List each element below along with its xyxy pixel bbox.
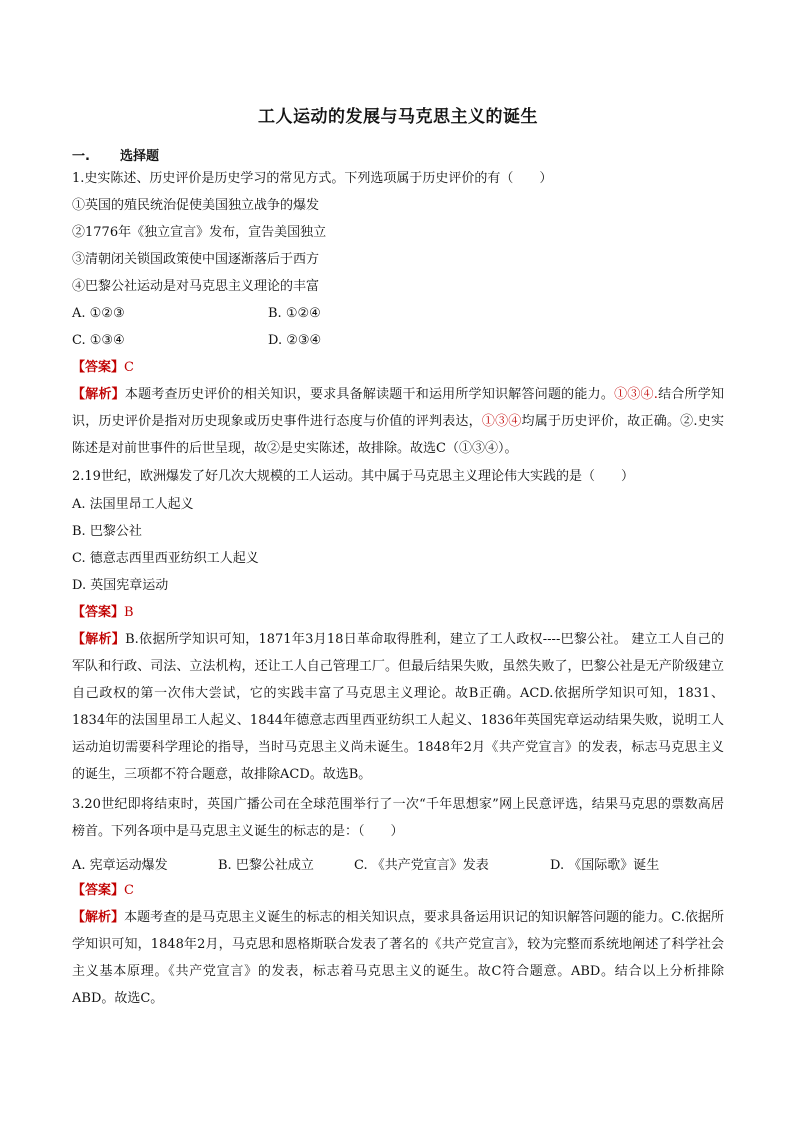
q3-option-c: C. 《共产党宣言》发表 <box>354 858 489 873</box>
q1-option-b: B. ①②④ <box>268 306 321 321</box>
q3-stem: 3.20世纪即将结束时，英国广播公司在全球范围举行了一次“千年思想家”网上民意评选，结果马克思的票数高居榜首。下列各项中是马克思主义诞生的标志的是：（ ） <box>72 797 724 839</box>
q2-option-d: D. 英国宪章运动 <box>72 578 169 593</box>
q1-answer-tag: 【答案】 <box>72 360 125 375</box>
q3-answer-value: C <box>124 883 134 898</box>
q3-option-d: D. 《国际歌》诞生 <box>550 858 660 873</box>
q2-answer-tag: 【答案】 <box>72 605 125 620</box>
q1-analysis-highlight-2: ①③④ <box>481 414 522 429</box>
q1-option-d: D. ②③④ <box>268 333 322 348</box>
q2-analysis-text: B.依据所学知识可知，1871年3月18日革命取得胜利，建立了工人政权----巴黎公社。 建立工人自己的军队和行政、司法、立法机构，还让工人自己管理工厂。但最后结果失败，虽然失败了，巴黎公社是无产阶级建立自己政权的第一次伟大尝试，它的实践丰富了马克思主义理论。故B正确。ACD.依据所学知识可知，1831、1834年的法国里昂工人起义、1844年德意志西里西亚纺织工人起义、1836年英国宪章运动结果失败，说明工人运动迫切需要科学理论的指导，当时马克思主义尚未诞生。1848年2月《共产党宣言》的发表，标志马克思主义的诞生，三项都不符合题意，故排除ACD。故选B。 <box>72 632 724 782</box>
document-title: 工人运动的发展与马克思主义的诞生 <box>258 107 538 127</box>
q1-options-row-2 <box>72 333 321 349</box>
section-number: 一. <box>72 149 90 164</box>
q1-answer <box>72 360 134 376</box>
q3-options-row <box>72 858 659 874</box>
q2-option-a: A. 法国里昂工人起义 <box>72 497 194 512</box>
q3-answer <box>72 883 134 899</box>
q1-item-3: ③清朝闭关锁国政策使中国逐渐落后于西方 <box>72 252 320 267</box>
q1-analysis <box>72 381 724 462</box>
q1-item-2: ②1776年《独立宣言》发布，宣告美国独立 <box>72 225 327 240</box>
q3-option-b: B. 巴黎公社成立 <box>218 858 314 873</box>
section-heading <box>72 145 159 164</box>
q3-analysis-tag: 【解析】 <box>72 910 125 925</box>
q1-answer-value: C <box>124 360 134 375</box>
q1-option-c: C. ①③④ <box>72 333 125 348</box>
q3-analysis-text: 本题考查的是马克思主义诞生的标志的相关知识点，要求具备运用识记的知识解答问题的能力。C.依据所学知识可知，1848年2月，马克思和恩格斯联合发表了著名的《共产党宣言》，较为完整而系统地阐述了科学社会主义基本原理。《共产党宣言》的发表，标志着马克思主义的诞生。故C符合题意。ABD。结合以上分析排除ABD。故选C。 <box>72 910 724 1006</box>
q1-stem: 1.史实陈述、历史评价是历史学习的常见方式。下列选项属于历史评价的有（ ） <box>72 171 553 186</box>
q2-stem: 2.19世纪，欧洲爆发了好几次大规模的工人运动。其中属于马克思主义理论伟大实践的是（ ） <box>72 469 634 484</box>
q1-analysis-text-2: 结合所学知识，历史评价是指对历史现象或历史事件进行态度与价值的评判表达， <box>72 387 724 429</box>
q3-option-a: A. 宪章运动爆发 <box>72 858 168 873</box>
q2-answer <box>72 605 134 621</box>
q2-option-b: B. 巴黎公社 <box>72 524 142 539</box>
q1-item-4: ④巴黎公社运动是对马克思主义理论的丰富 <box>72 279 320 294</box>
q1-item-1: ①英国的殖民统治促使美国独立战争的爆发 <box>72 198 320 213</box>
q3-analysis <box>72 904 724 1012</box>
q1-analysis-highlight-1: ①③④. <box>614 387 658 402</box>
q1-option-a: A. ①②③ <box>72 306 125 321</box>
q1-analysis-text-3: 均属于历史评价，故正确。②.史实陈述是对前世事件的后世呈现，故②是史实陈述，故排除。故选C（①③④）。 <box>72 414 724 456</box>
q2-answer-value: B <box>124 605 134 620</box>
q1-options-row-1 <box>72 306 321 322</box>
q2-analysis <box>72 626 724 788</box>
q3-answer-tag: 【答案】 <box>72 883 125 898</box>
q2-analysis-tag: 【解析】 <box>72 632 126 647</box>
section-label: 选择题 <box>120 149 160 164</box>
q1-analysis-tag: 【解析】 <box>72 387 125 402</box>
q1-analysis-text-1: 本题考查历史评价的相关知识，要求具备解读题干和运用所学知识解答问题的能力。 <box>124 387 615 402</box>
q2-option-c: C. 德意志西里西亚纺织工人起义 <box>72 551 259 566</box>
